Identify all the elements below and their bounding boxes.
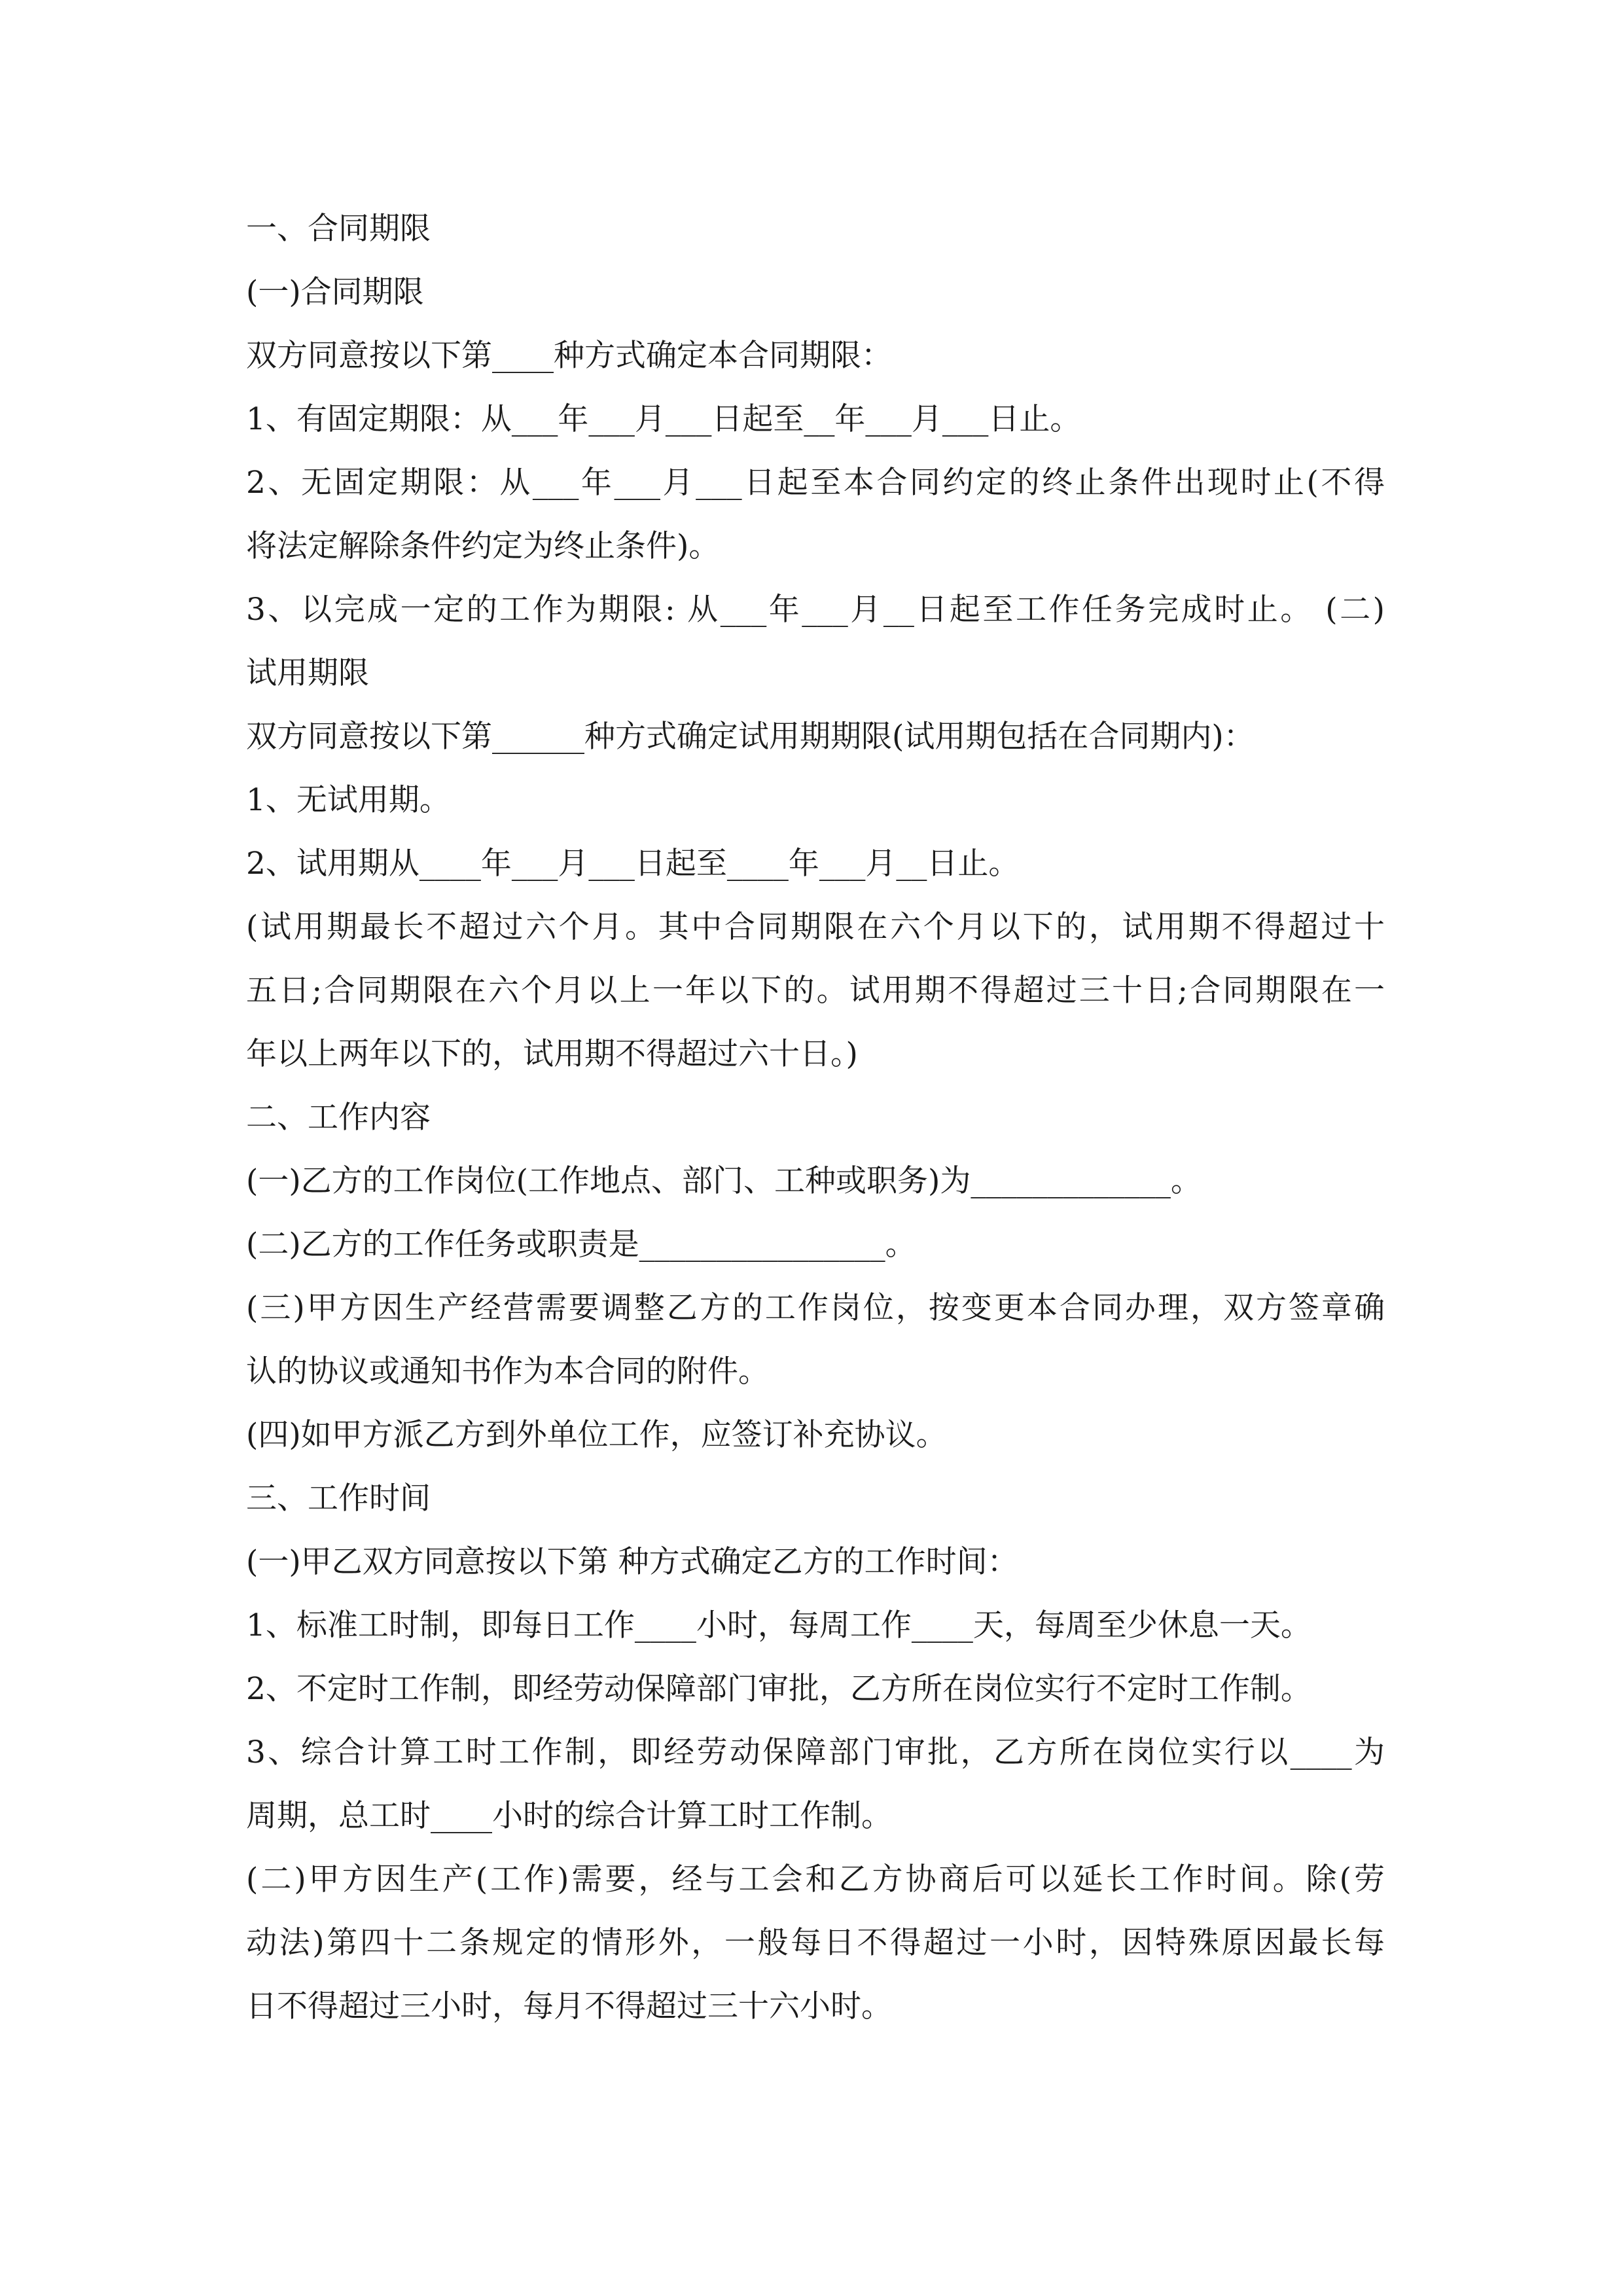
paragraph-line: 动法)第四十二条规定的情形外，一般每日不得超过一小时，因特殊原因最长每 bbox=[246, 1925, 1385, 1961]
paragraph-line: 年以上两年以下的，试用期不得超过六十日。) bbox=[246, 1036, 858, 1072]
paragraph-line: 日不得超过三小时，每月不得超过三十六小时。 bbox=[246, 1988, 892, 2024]
paragraph-line: 2、不定时工作制，即经劳动保障部门审批，乙方所在岗位实行不定时工作制。 bbox=[246, 1671, 1311, 1707]
section-heading-work-content: 二、工作内容 bbox=[246, 1100, 431, 1136]
paragraph-line: 双方同意按以下第____种方式确定本合同期限： bbox=[246, 338, 892, 374]
paragraph-line: (四)如甲方派乙方到外单位工作，应签订补充协议。 bbox=[246, 1417, 947, 1453]
paragraph-line: (二)甲方因生产(工作)需要，经与工会和乙方协商后可以延长工作时间。除(劳 bbox=[246, 1861, 1385, 1897]
subsection-heading-probation: 试用期限 bbox=[246, 655, 369, 691]
paragraph-line: 1、有固定期限：从___年___月___日起至__年___月___日止。 bbox=[246, 401, 1081, 437]
subsection-heading-contract-term: (一)合同期限 bbox=[246, 274, 424, 310]
paragraph-line: 2、试用期从____年___月___日起至____年___月__日止。 bbox=[246, 846, 1020, 882]
paragraph-line: 3、综合计算工时工作制，即经劳动保障部门审批，乙方所在岗位实行以____为 bbox=[246, 1734, 1385, 1770]
paragraph-line: 周期，总工时____小时的综合计算工时工作制。 bbox=[246, 1798, 892, 1834]
paragraph-line: 将法定解除条件约定为终止条件)。 bbox=[246, 528, 720, 564]
section-heading-contract-term: 一、合同期限 bbox=[246, 211, 431, 247]
paragraph-line: 1、无试用期。 bbox=[246, 782, 450, 818]
paragraph-line: 1、标准工时制，即每日工作____小时，每周工作____天，每周至少休息一天。 bbox=[246, 1607, 1311, 1643]
paragraph-line: (试用期最长不超过六个月。其中合同期限在六个月以下的，试用期不得超过十 bbox=[246, 909, 1385, 945]
paragraph-line: 3、以完成一定的工作为期限: 从___年___月__日起至工作任务完成时止。 (二) bbox=[246, 592, 1385, 628]
paragraph-line: 2、无固定期限：从___年___月___日起至本合同约定的终止条件出现时止(不得 bbox=[246, 465, 1385, 501]
paragraph-line: 认的协议或通知书作为本合同的附件。 bbox=[246, 1354, 769, 1390]
paragraph-line: (一)甲乙双方同意按以下第 种方式确定乙方的工作时间： bbox=[246, 1544, 1018, 1580]
section-heading-work-time: 三、工作时间 bbox=[246, 1480, 431, 1516]
paragraph-line: (二)乙方的工作任务或职责是________________。 bbox=[246, 1227, 916, 1263]
paragraph-line: (一)乙方的工作岗位(工作地点、部门、工种或职务)为_____________。 bbox=[246, 1163, 1202, 1199]
paragraph-line: 双方同意按以下第______种方式确定试用期期限(试用期包括在合同期内)： bbox=[246, 719, 1255, 755]
paragraph-line: (三)甲方因生产经营需要调整乙方的工作岗位，按变更本合同办理，双方签章确 bbox=[246, 1290, 1385, 1326]
paragraph-line: 五日;合同期限在六个月以上一年以下的。试用期不得超过三十日;合同期限在一 bbox=[246, 973, 1385, 1009]
